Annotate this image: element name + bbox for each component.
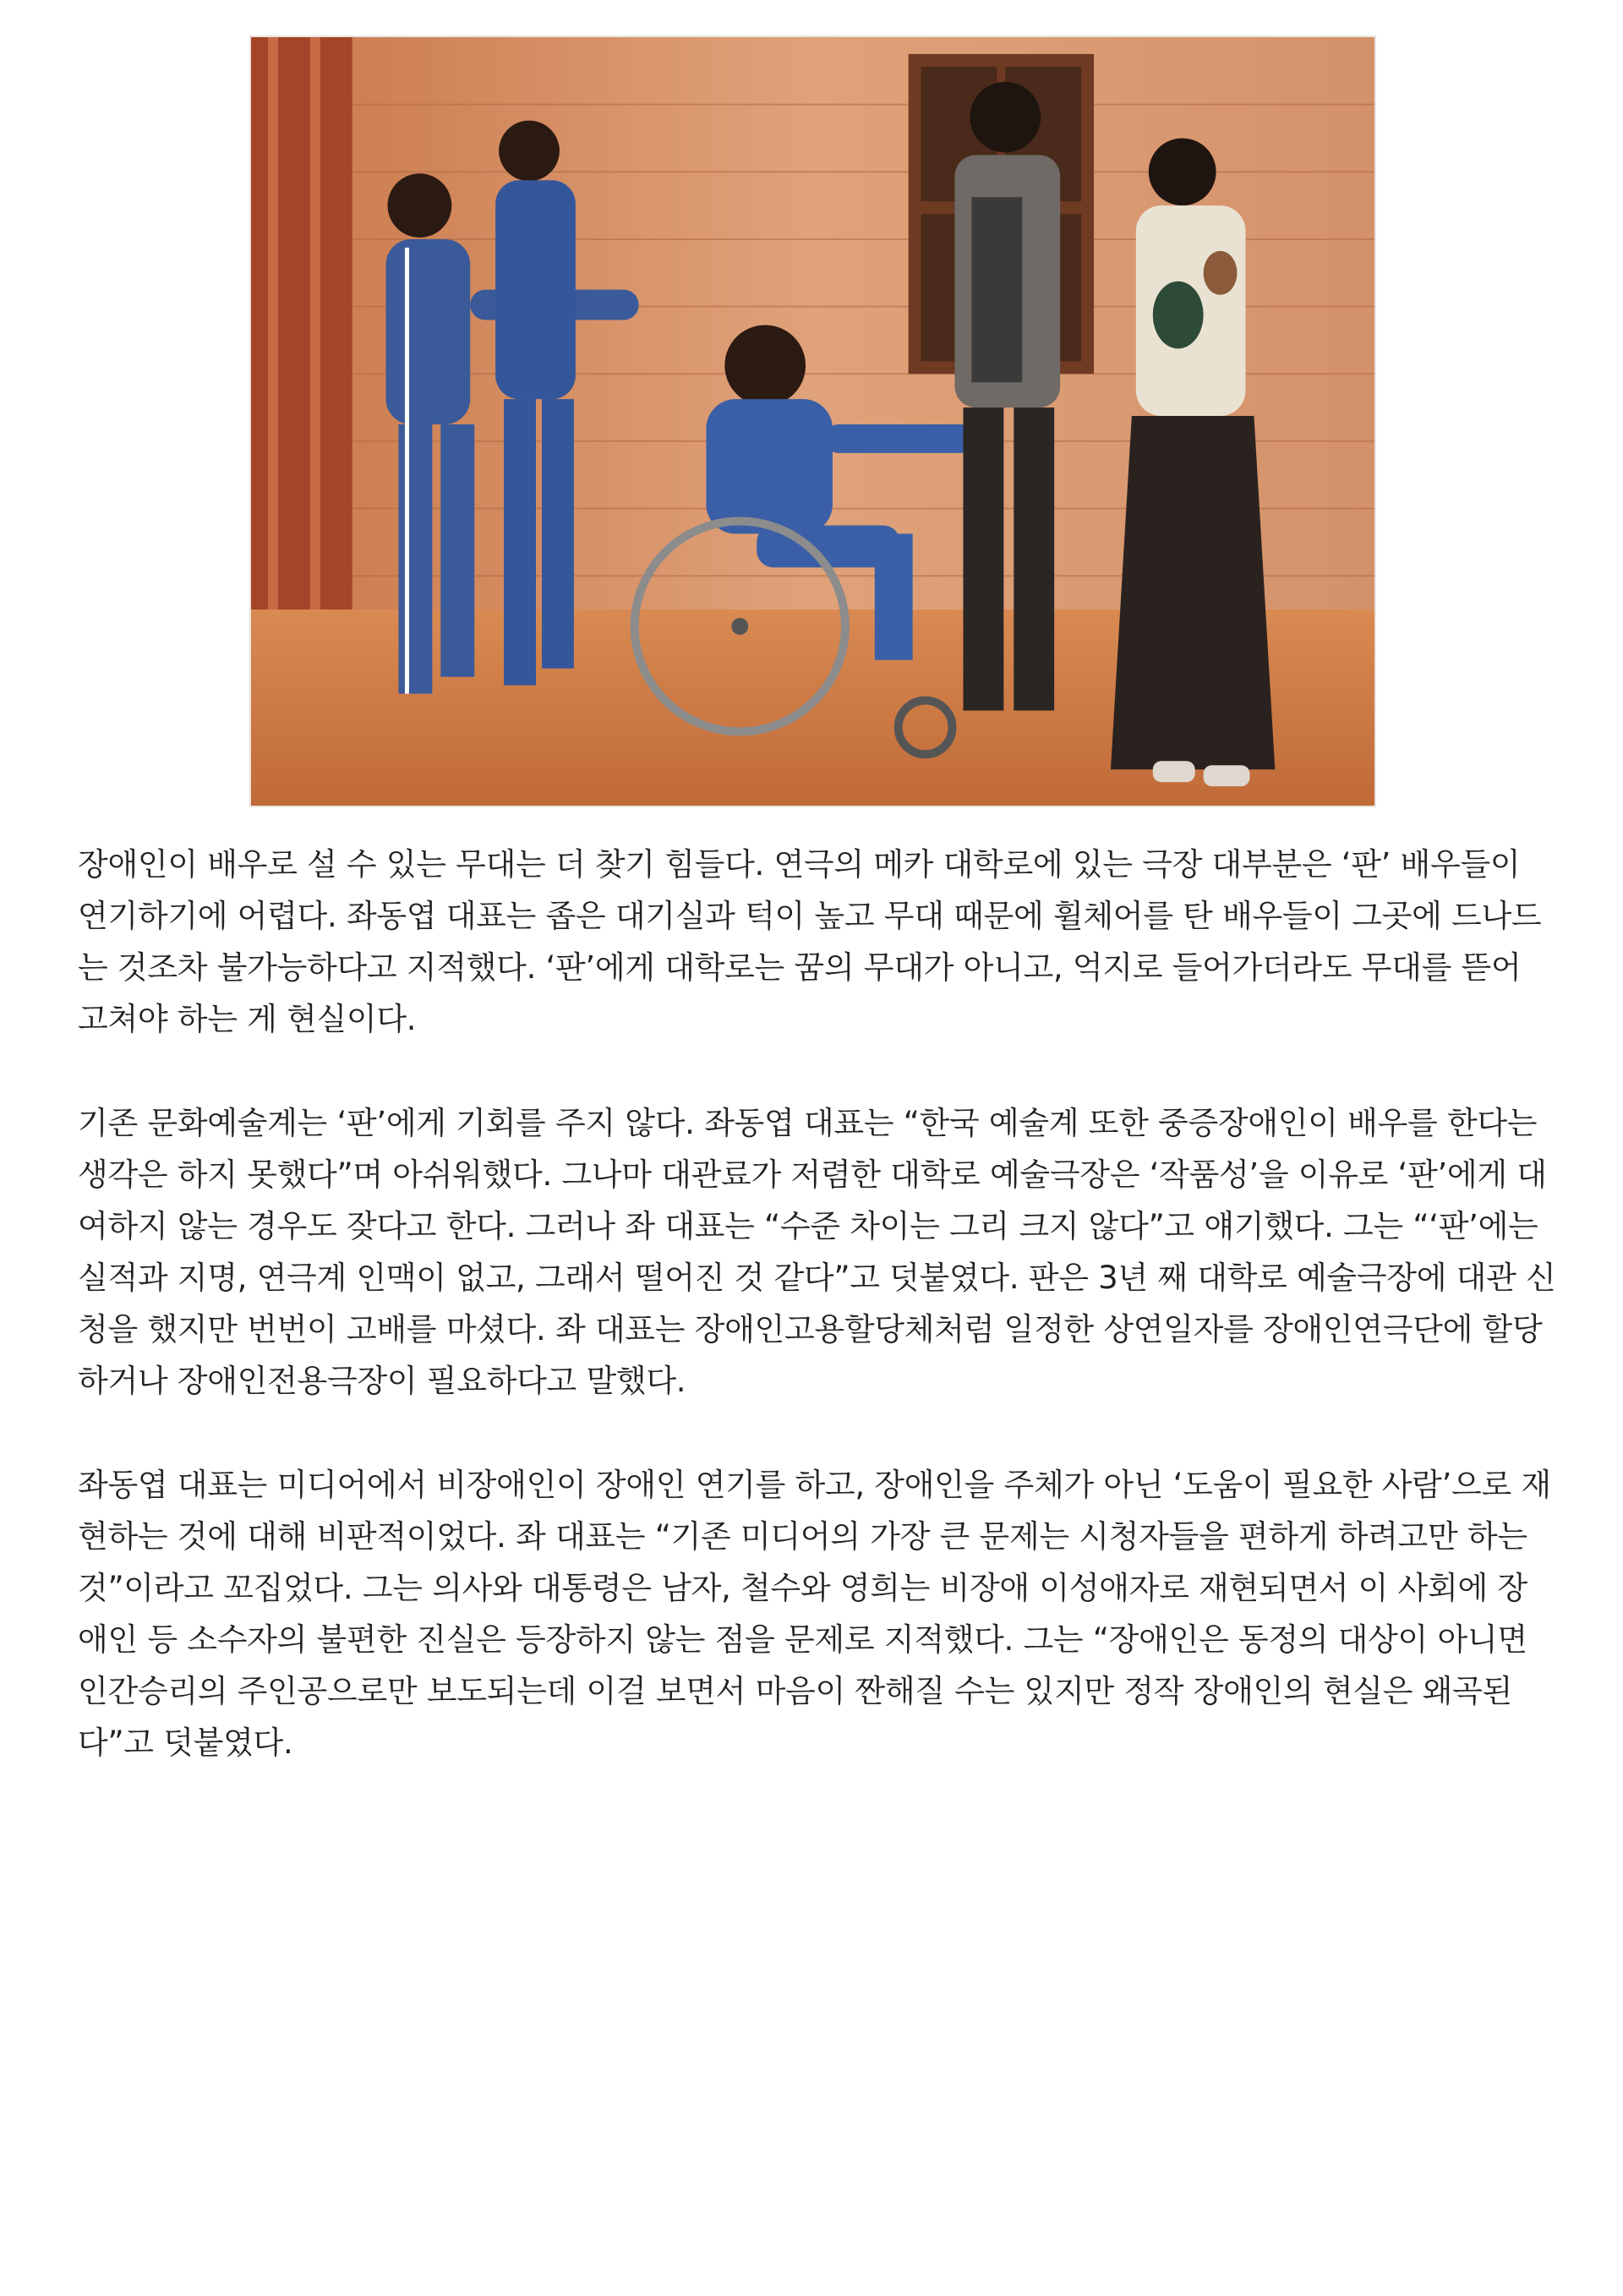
paragraph-1: 장애인이 배우로 설 수 있는 무대는 더 찾기 힘들다. 연극의 메카 대학로에 있는 극장 대부분은 ‘판’ 배우들이 연기하기에 어렵다. 좌동엽 대표는 좁은 대기실과 턱이 높고 무대 때문에 휠체어를 탄 배우들이 그곳에 드나드는 것조차 불가능하다고 지적했다. ‘판’에게 대학로는 꿈의 무대가 아니고, 억지로 들어가더라도 무대를 뜯어 고쳐야 하는 게 현실이다. xyxy=(78,846,1542,1037)
article-photo xyxy=(249,36,1376,807)
paragraph-2: 기존 문화예술계는 ‘판’에게 기회를 주지 않다. 좌동엽 대표는 “한국 예술계 또한 중증장애인이 배우를 한다는 생각은 하지 못했다”며 아쉬워했다. 그나마 대관료가 저렴한 대학로 예술극장은 ‘작품성’을 이유로 ‘판’에게 대여하지 않는 경우도 잦다고 한다. 그러나 좌 대표는 “수준 차이는 그리 크지 않다”고 얘기했다. 그는 “‘판’에는 실적과 지명, 연극계 인맥이 없고, 그래서 떨어진 것 같다”고 덧붙였다. 판은 3년 째 대학로 예술극장에 대관 신청을 했지만 번번이 고배를 마셨다. 좌 대표는 장애인고용할당체처럼 일정한 상연일자를 장애인연극단에 할당하거나 장애인전용극장이 필요하다고 말했다. xyxy=(78,1105,1556,1399)
paragraph-3: 좌동엽 대표는 미디어에서 비장애인이 장애인 연기를 하고, 장애인을 주체가 아닌 ‘도움이 필요한 사람’으로 재현하는 것에 대해 비판적이었다. 좌 대표는 “기존 미디어의 가장 큰 문제는 시청자들을 편하게 하려고만 하는 것”이라고 꼬집었다. 그는 의사와 대통령은 남자, 철수와 영희는 비장애 이성애자로 재현되면서 이 사회에 장애인 등 소수자의 불편한 진실은 등장하지 않는 점을 문제로 지적했다. 그는 “장애인은 동정의 대상이 아니면 인간승리의 주인공으로만 보도되는데 이걸 보면서 마음이 짠해질 수는 있지만 정작 장애인의 현실은 왜곡된다”고 덧붙였다. xyxy=(78,1467,1551,1761)
article-body xyxy=(78,839,1557,1821)
stage-scene-illustration xyxy=(251,37,1374,806)
